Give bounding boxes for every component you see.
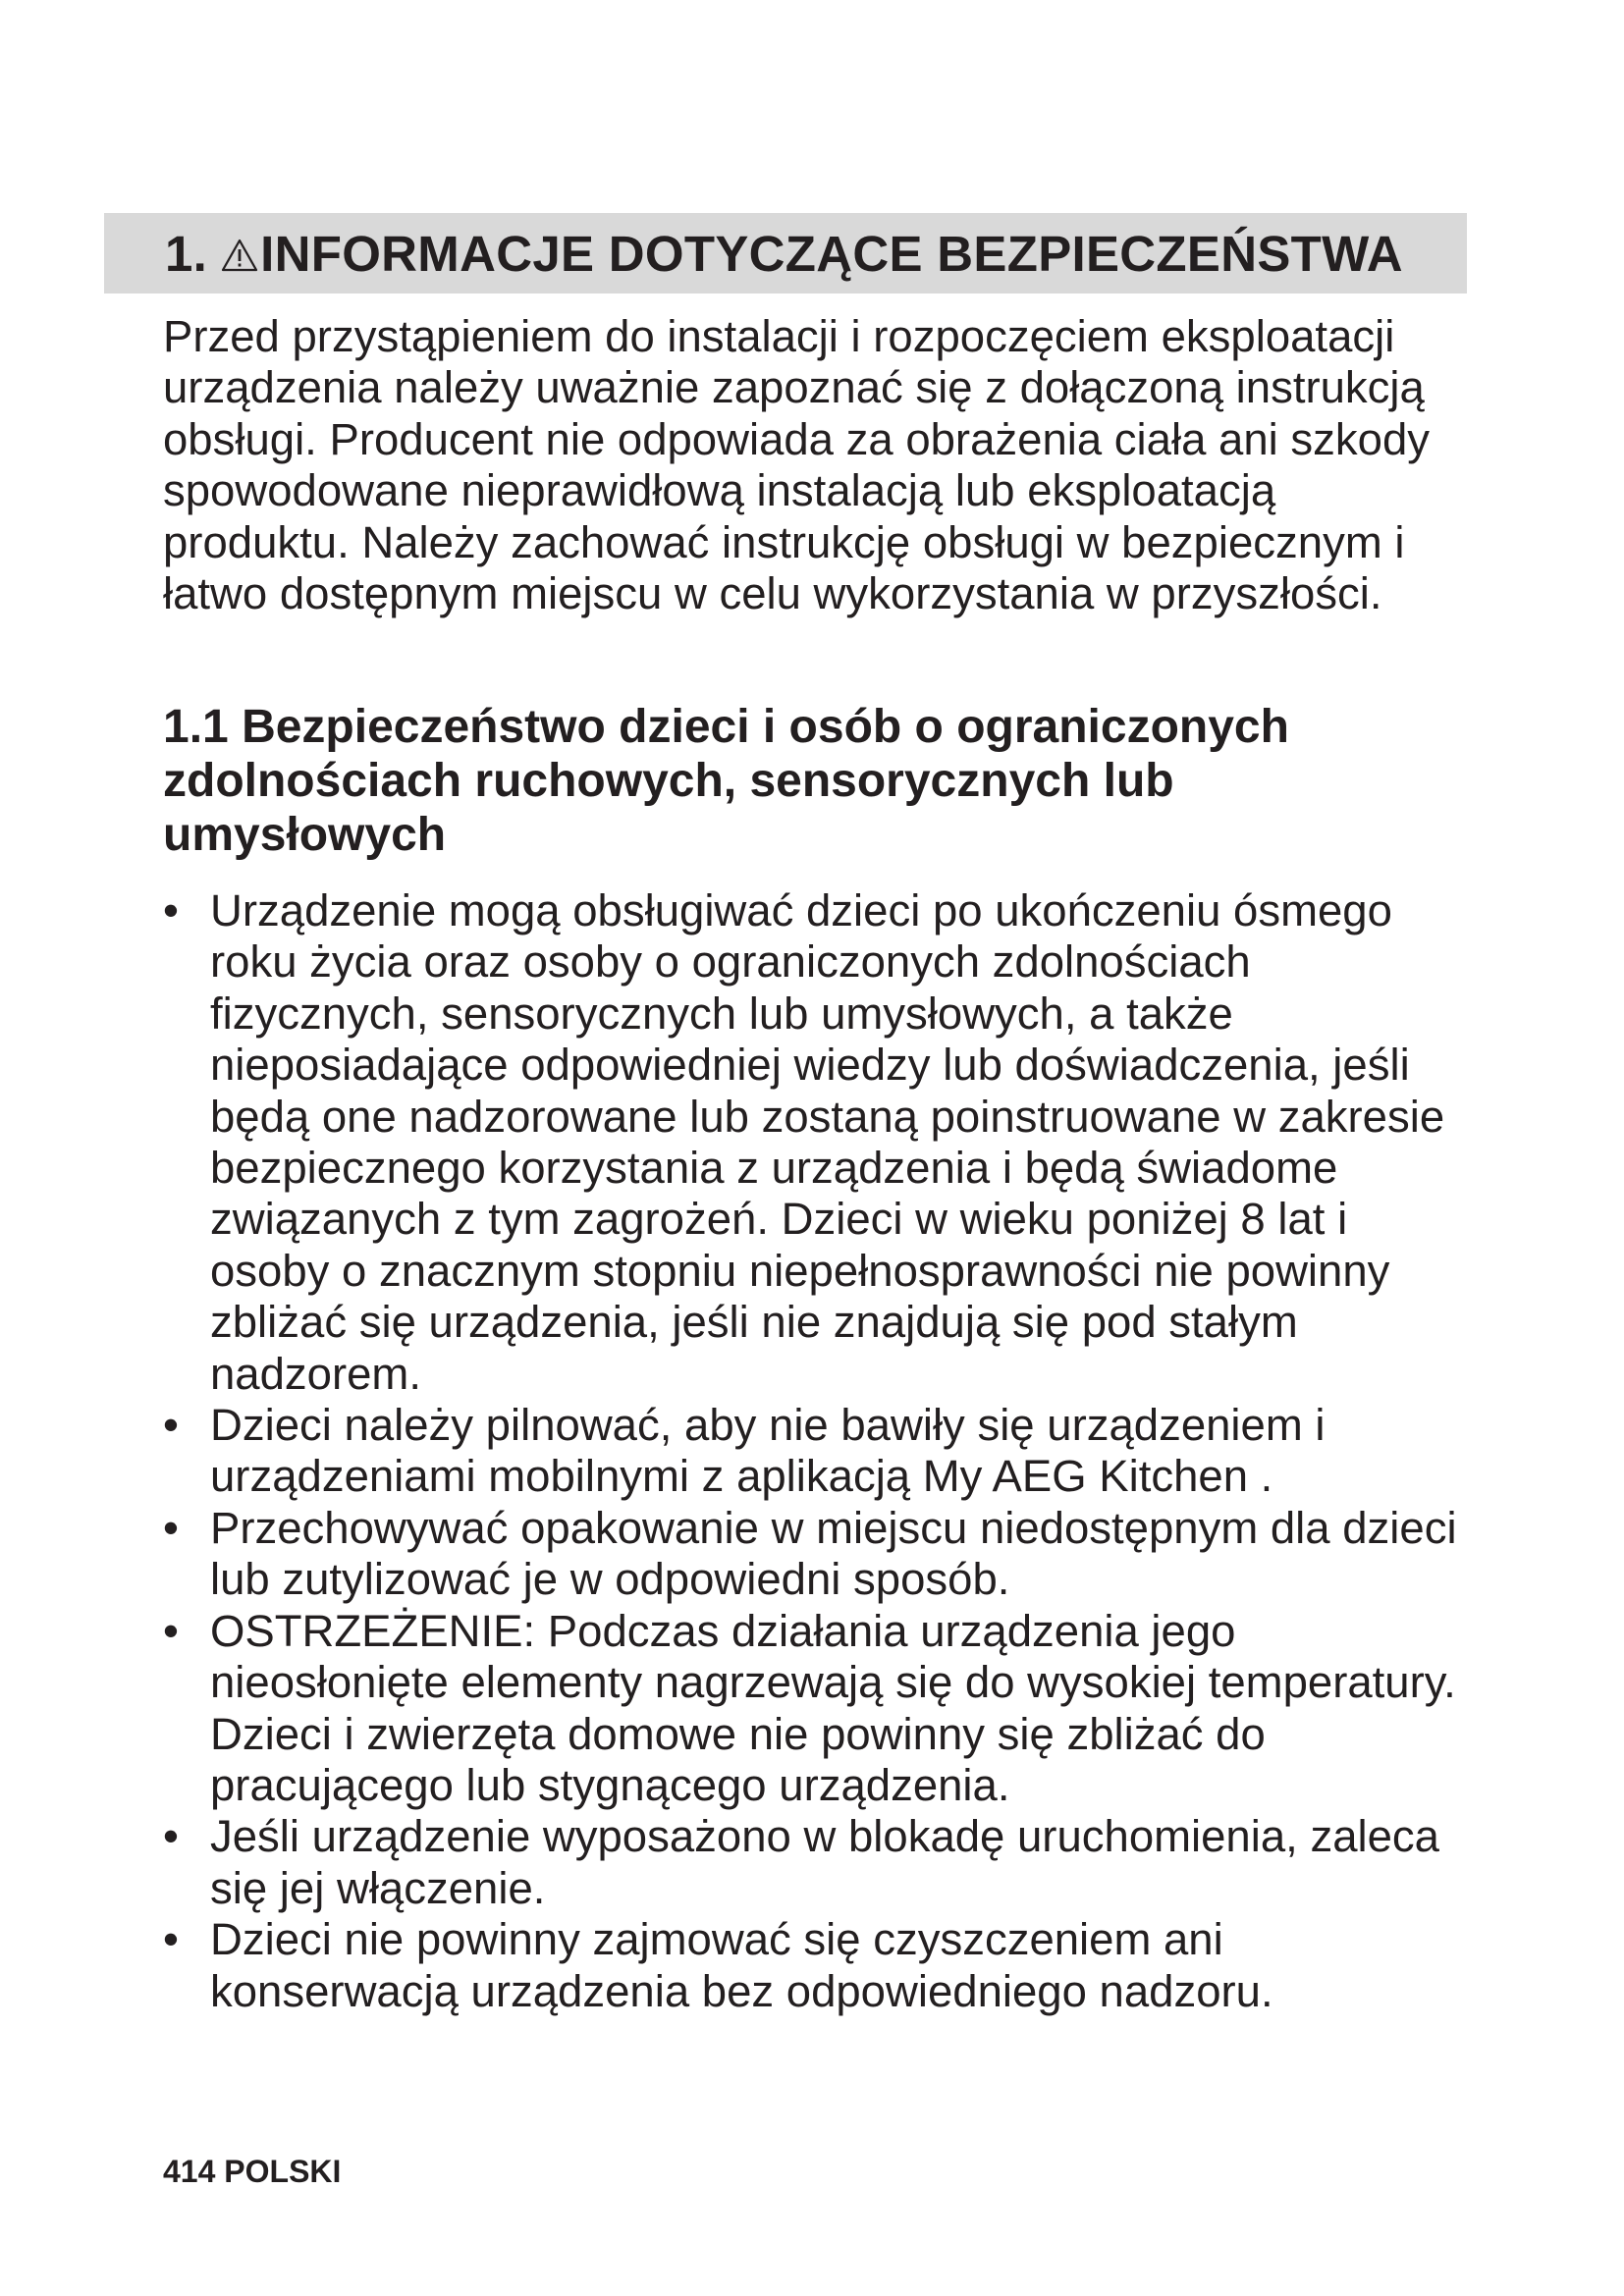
bullet-text: Jeśli urządzenie wyposażono w blokadę uruchomienia, zaleca się jej włączenie. bbox=[210, 1811, 1439, 1913]
bullet-item bbox=[163, 1914, 1469, 2017]
bullet-item bbox=[163, 1811, 1469, 1914]
safety-bullet-list bbox=[163, 885, 1469, 2017]
bullet-item bbox=[163, 1503, 1469, 1606]
bullet-marker: • bbox=[163, 1605, 179, 1656]
page-number: 414 bbox=[163, 2154, 216, 2189]
bullet-text: Dzieci nie powinny zajmować się czyszczeniem ani konserwacją urządzenia bez odpowiedniego nadzoru. bbox=[210, 1914, 1273, 2016]
bullet-marker: • bbox=[163, 1400, 179, 1451]
bullet-item bbox=[163, 1606, 1469, 1812]
bullet-text: OSTRZEŻENIE: Podczas działania urządzenia jego nieosłonięte elementy nagrzewają się do wysokiej temperatury. Dzieci i zwierzęta domowe nie powinny się zbliżać do pracującego lub stygnącego urządzenia. bbox=[210, 1605, 1456, 1810]
bullet-text: Dzieci należy pilnować, aby nie bawiły się urządzeniem i urządzeniami mobilnymi z aplikacją My AEG Kitchen . bbox=[210, 1400, 1326, 1502]
bullet-marker: • bbox=[163, 1811, 179, 1862]
intro-paragraph: Przed przystąpieniem do instalacji i rozpoczęciem eksploatacji urządzenia należy uważnie zapoznać się z dołączoną instrukcją obsługi. Producent nie odpowiada za obrażenia ciała ani szkody spowodowane nieprawidłową instalacją lub eksploatacją produktu. Należy zachować instrukcję obsługi w bezpiecznym i łatwo dostępnym miejscu w celu wykorzystania w przyszłości. bbox=[163, 311, 1430, 619]
page-footer bbox=[163, 2152, 341, 2191]
section-number: 1. bbox=[165, 226, 208, 282]
bullet-text: Urządzenie mogą obsługiwać dzieci po ukończeniu ósmego roku życia oraz osoby o ograniczonych zdolnościach fizycznych, sensorycznych lub umysłowych, a także nieposiadające odpowiedniej wiedzy lub doświadczenia, jeśli będą one nadzorowane lub zostaną poinstruowane w zakresie bezpiecznego korzystania z urządzenia i będą świadome związanych z tym zagrożeń. Dzieci w wieku poniżej 8 lat i osoby o znacznym stopniu niepełnosprawności nie powinny zbliżać się urządzenia, jeśli nie znajdują się pod stałym nadzorem. bbox=[210, 885, 1445, 1399]
bullet-item bbox=[163, 1400, 1469, 1503]
section-title-text: INFORMACJE DOTYCZĄCE BEZPIECZEŃSTWA bbox=[260, 226, 1403, 282]
bullet-marker: • bbox=[163, 885, 179, 935]
bullet-item bbox=[163, 885, 1469, 1400]
subsection-heading: 1.1 Bezpieczeństwo dzieci i osób o ograniczonych zdolnościach ruchowych, sensorycznych lub umysłowych bbox=[163, 701, 1289, 861]
bullet-text: Przechowywać opakowanie w miejscu niedostępnym dla dzieci lub zutylizować je w odpowiedni sposób. bbox=[210, 1502, 1457, 1605]
section-title bbox=[165, 222, 1403, 287]
bullet-marker: • bbox=[163, 1502, 179, 1553]
footer-language: POLSKI bbox=[224, 2154, 342, 2189]
bullet-marker: • bbox=[163, 1914, 179, 1965]
warning-triangle-icon bbox=[221, 239, 258, 272]
